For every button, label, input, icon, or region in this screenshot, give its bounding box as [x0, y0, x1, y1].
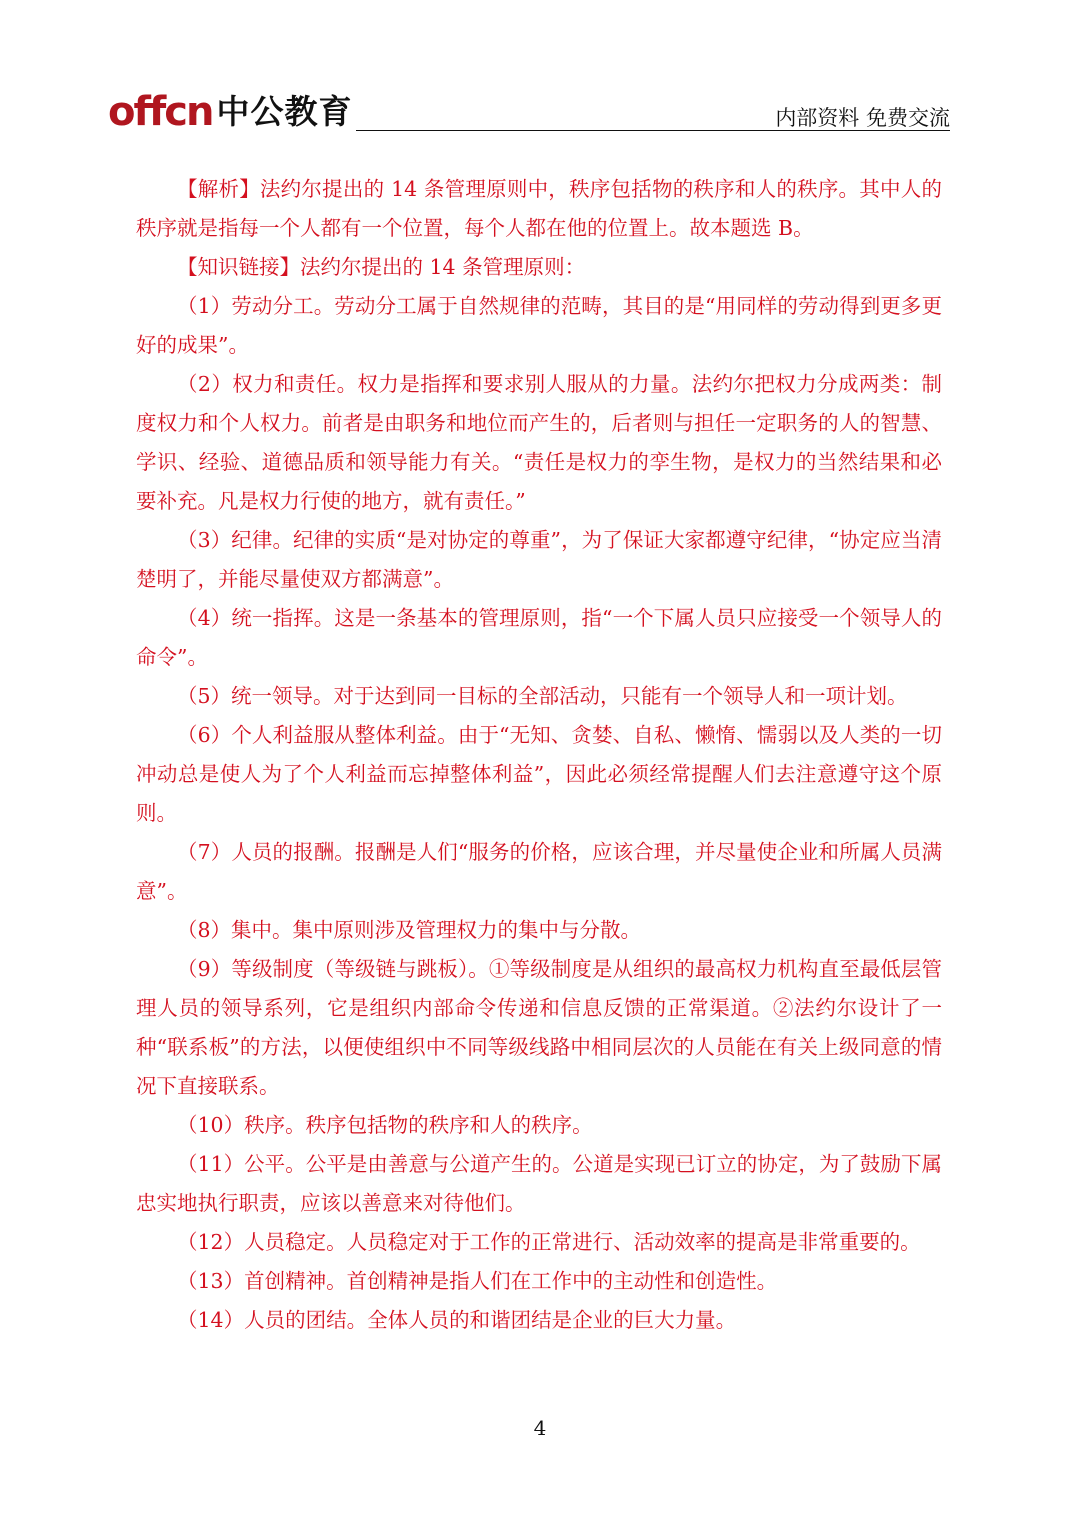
page-header	[108, 84, 950, 134]
principle-item: （4）统一指挥。这是一条基本的管理原则，指“一个下属人员只应接受一个领导人的命令”。	[136, 606, 942, 669]
analysis-paragraph: 【解析】法约尔提出的 14 条管理原则中，秩序包括物的秩序和人的秩序。其中人的秩序就是指每一个人都有一个位置，每个人都在他的位置上。故本题选 B。	[136, 177, 942, 240]
principle-item: （13）首创精神。首创精神是指人们在工作中的主动性和创造性。	[177, 1269, 778, 1293]
principle-item: （12）人员稳定。人员稳定对于工作的正常进行、活动效率的提高是非常重要的。	[177, 1230, 921, 1254]
principle-item: （3）纪律。纪律的实质“是对协定的尊重”，为了保证大家都遵守纪律，“协定应当清楚明了，并能尽量使双方都满意”。	[136, 528, 942, 591]
principle-item: （6）个人利益服从整体利益。由于“无知、贪婪、自私、懒惰、懦弱以及人类的一切冲动总是使人为了个人利益而忘掉整体利益”，因此必须经常提醒人们去注意遵守这个原则。	[136, 723, 942, 825]
principle-item: （7）人员的报酬。报酬是人们“服务的价格，应该合理，并尽量使企业和所属人员满意”。	[136, 840, 942, 903]
header-tagline: 内部资料 免费交流	[775, 106, 950, 130]
page-number: 4	[533, 1416, 547, 1440]
principle-item: （14）人员的团结。全体人员的和谐团结是企业的巨大力量。	[177, 1308, 737, 1332]
principle-item: （1）劳动分工。劳动分工属于自然规律的范畴，其目的是“用同样的劳动得到更多更好的成果”。	[136, 294, 942, 357]
principle-item: （8）集中。集中原则涉及管理权力的集中与分散。	[177, 918, 642, 942]
offcn-logo	[108, 88, 353, 135]
logo-latin-text: offcn	[108, 89, 213, 135]
principle-item: （2）权力和责任。权力是指挥和要求别人服从的力量。法约尔把权力分成两类：制度权力和个人权力。前者是由职务和地位而产生的，后者则与担任一定职务的人的智慧、学识、经验、道德品质和领导能力有关。“责任是权力的孪生物，是权力的当然结果和必要补充。凡是权力行使的地方，就有责任。”	[136, 372, 942, 513]
logo-chinese-text: 中公教育	[216, 92, 353, 131]
principle-item: （5）统一领导。对于达到同一目标的全部活动，只能有一个领导人和一项计划。	[177, 684, 908, 708]
principle-item: （10）秩序。秩序包括物的秩序和人的秩序。	[177, 1113, 593, 1137]
knowledge-link-heading: 【知识链接】法约尔提出的 14 条管理原则：	[177, 255, 586, 279]
principle-item: （9）等级制度（等级链与跳板）。①等级制度是从组织的最高权力机构直至最低层管理人员的领导系列，它是组织内部命令传递和信息反馈的正常渠道。②法约尔设计了一种“联系板”的方法，以便使组织中不同等级线路中相同层次的人员能在有关上级同意的情况下直接联系。	[136, 957, 942, 1098]
document-body	[136, 170, 942, 1340]
principle-item: （11）公平。公平是由善意与公道产生的。公道是实现已订立的协定，为了鼓励下属忠实地执行职责，应该以善意来对待他们。	[136, 1152, 942, 1215]
